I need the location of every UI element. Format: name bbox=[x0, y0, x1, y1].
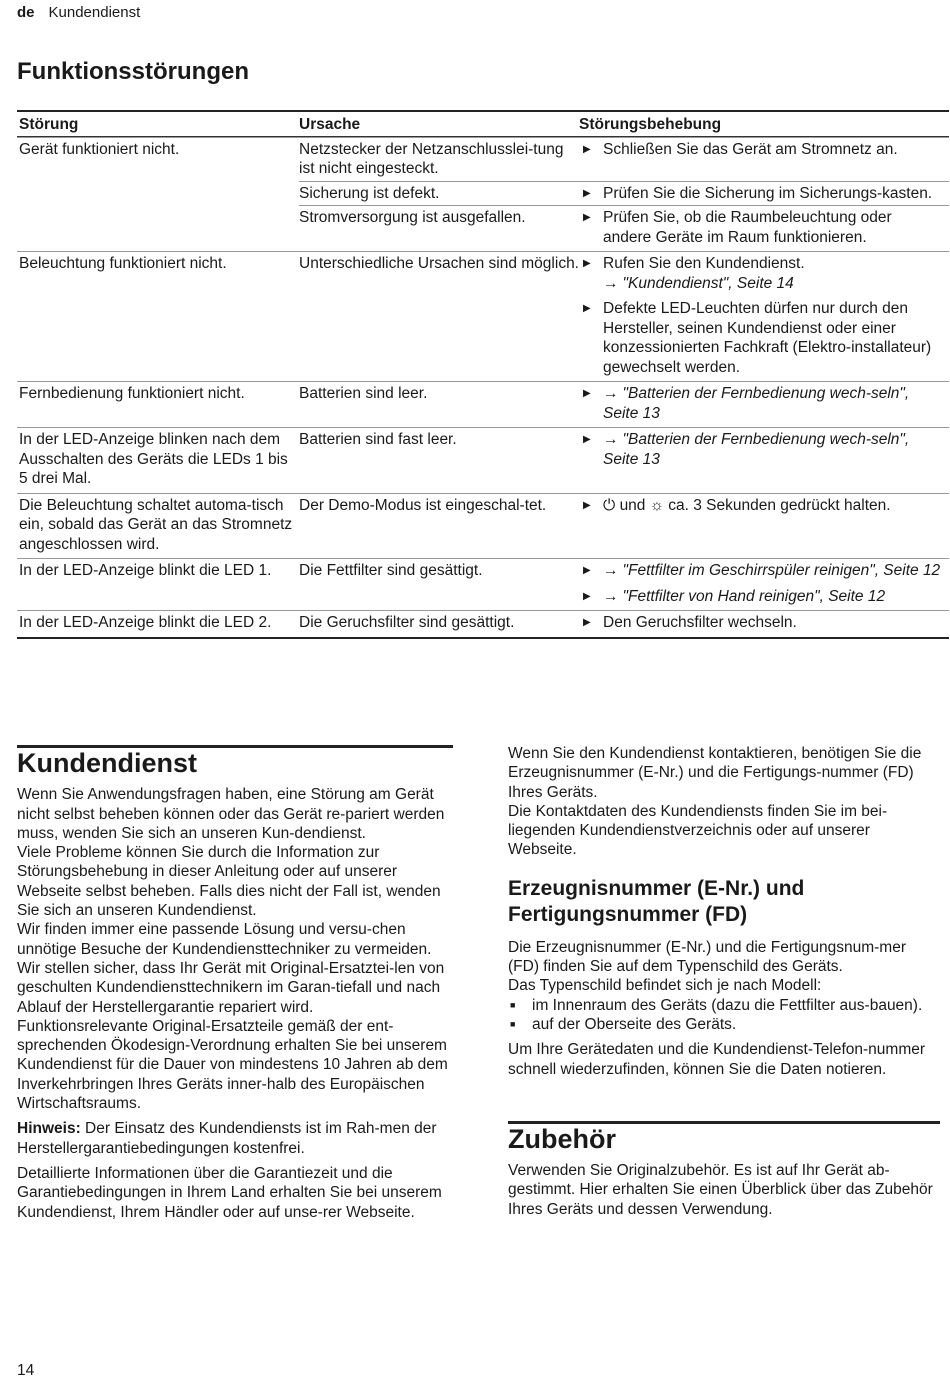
remedy-content bbox=[603, 208, 943, 247]
reference-arrow-icon: → bbox=[603, 385, 619, 402]
table-row bbox=[17, 427, 949, 493]
remedy-cell bbox=[579, 496, 949, 516]
paragraph: Die Kontaktdaten des Kundendiensts finden Sie im bei-liegenden Kundendienstverzeichnis oder auf unserer Webseite. bbox=[508, 802, 888, 859]
header-section: Kundendienst bbox=[48, 4, 141, 21]
remedy-content bbox=[603, 140, 898, 160]
remedy-cell bbox=[579, 613, 949, 633]
remedy-content bbox=[603, 613, 797, 633]
cause-cell: Batterien sind fast leer. bbox=[299, 431, 457, 448]
paragraph: Das Typenschild befindet sich je nach Modell: bbox=[508, 977, 822, 995]
list-item-text: im Innenraum des Geräts (dazu die Fettfilter aus-bauen). bbox=[532, 996, 923, 1014]
problem-cell: Die Beleuchtung schaltet automa-tisch ein, sobald das Gerät an das Stromnetz angeschlossen wird. bbox=[19, 496, 293, 553]
cause-row bbox=[299, 496, 949, 516]
cause-cell: Die Geruchsfilter sind gesättigt. bbox=[299, 614, 515, 631]
remedy-step bbox=[579, 208, 943, 247]
cause-row bbox=[299, 181, 949, 204]
cross-reference bbox=[603, 587, 885, 607]
cause-group bbox=[299, 254, 949, 377]
problem-cell: In der LED-Anzeige blinken nach dem Ausschalten des Geräts die LEDs 1 bis 5 drei Mal. bbox=[19, 431, 288, 487]
column-header-problem: Störung bbox=[19, 116, 79, 133]
remedy-step bbox=[579, 184, 943, 204]
cause-group bbox=[299, 496, 949, 555]
remedy-content bbox=[603, 496, 891, 516]
reference-text: "Fettfilter von Hand reinigen", Seite 12 bbox=[622, 587, 886, 605]
cause-cell: Die Fettfilter sind gesättigt. bbox=[299, 562, 483, 579]
remedy-step bbox=[579, 254, 943, 293]
problem-cell: In der LED-Anzeige blinkt die LED 2. bbox=[19, 614, 272, 631]
remedy-step bbox=[579, 140, 943, 160]
table-body bbox=[17, 137, 949, 637]
note-paragraph bbox=[17, 1119, 453, 1158]
cross-reference bbox=[603, 384, 943, 423]
list-item bbox=[508, 1015, 940, 1034]
step-triangle-icon: ▶ bbox=[583, 187, 591, 199]
step-triangle-icon: ▶ bbox=[583, 499, 591, 511]
cause-row bbox=[299, 205, 949, 247]
remedy-step bbox=[579, 587, 943, 607]
remedy-cell bbox=[579, 208, 949, 247]
reference-text: "Batterien der Fernbedienung wech-seln", Seite 13 bbox=[603, 431, 910, 468]
paragraph: Viele Probleme können Sie durch die Information zur Störungsbehebung in dieser Anleitung oder auf unserer Webseite selbst beheben. Falls dies nicht der Fall ist, wenden Sie sich an unseren Kundendienst. bbox=[17, 844, 441, 920]
list-item bbox=[508, 996, 940, 1015]
cause-cell: Stromversorgung ist ausgefallen. bbox=[299, 209, 526, 226]
remedy-content bbox=[603, 254, 805, 293]
page-title: Funktionsstörungen bbox=[17, 58, 249, 85]
customer-service-heading: Kundendienst bbox=[17, 745, 453, 773]
remedy-cell bbox=[579, 140, 949, 179]
cause-group bbox=[299, 561, 949, 606]
problem-cell: Beleuchtung funktioniert nicht. bbox=[19, 255, 227, 272]
remedy-text: Den Geruchsfilter wechseln. bbox=[603, 614, 797, 631]
bullet-square-icon: ■ bbox=[510, 1018, 516, 1029]
cause-group bbox=[299, 613, 949, 633]
cause-cell: Sicherung ist defekt. bbox=[299, 184, 440, 202]
cause-cell: Der Demo-Modus ist eingeschal-tet. bbox=[299, 496, 547, 514]
cause-row bbox=[299, 613, 949, 633]
paragraph: Verwenden Sie Originalzubehör. Es ist auf Ihr Gerät ab-gestimmt. Hier erhalten Sie einen Überblick über das Zubehör Ihres Geräts und dessen Verwendung. bbox=[508, 1162, 933, 1218]
table-row bbox=[17, 493, 949, 559]
accessories-heading: Zubehör bbox=[508, 1121, 940, 1149]
right-column bbox=[508, 744, 940, 1219]
problem-cell: In der LED-Anzeige blinkt die LED 1. bbox=[19, 562, 272, 579]
step-triangle-icon: ▶ bbox=[583, 388, 591, 399]
remedy-content bbox=[603, 184, 932, 204]
table-row bbox=[17, 137, 949, 252]
page-number: 14 bbox=[17, 1362, 35, 1379]
cause-cell: Netzstecker der Netzanschlusslei-tung ist nicht eingesteckt. bbox=[299, 140, 564, 177]
remedy-cell bbox=[579, 430, 949, 469]
remedy-step bbox=[579, 561, 943, 581]
cause-row bbox=[299, 384, 949, 423]
remedy-text: Defekte LED-Leuchten dürfen nur durch den Hersteller, seinen Kundendienst oder einer konzessionierten Fachkraft (Elektro-installateur) gewechselt werden. bbox=[603, 300, 932, 376]
reference-arrow-icon: → bbox=[603, 562, 619, 579]
remedy-cell bbox=[579, 384, 949, 423]
running-header bbox=[17, 4, 140, 21]
language-code: de bbox=[17, 4, 35, 21]
reference-arrow-icon: → bbox=[603, 587, 619, 605]
cause-row bbox=[299, 561, 949, 606]
table-row bbox=[17, 558, 949, 610]
remedy-text: Prüfen Sie, ob die Raumbeleuchtung oder andere Geräte im Raum funktionieren. bbox=[603, 209, 892, 246]
remedy-cell bbox=[579, 184, 949, 204]
customer-service-column bbox=[17, 745, 453, 1222]
remedy-content bbox=[603, 430, 943, 469]
remedy-step bbox=[579, 299, 943, 377]
step-triangle-icon: ▶ bbox=[583, 212, 591, 223]
step-triangle-icon: ▶ bbox=[583, 617, 591, 628]
table-header-row bbox=[17, 112, 949, 137]
paragraph: Wir stellen sicher, dass Ihr Gerät mit Original-Ersatztei-len von geschulten Kundendiensttechnikern im Garan-tiefall und nach Ablauf der Herstellergarantie repariert wird. bbox=[17, 959, 445, 1016]
cross-reference bbox=[603, 561, 940, 581]
cross-reference bbox=[603, 430, 943, 469]
step-triangle-icon: ▶ bbox=[583, 565, 591, 576]
cause-cell: Unterschiedliche Ursachen sind möglich. bbox=[299, 255, 579, 272]
reference-text: "Batterien der Fernbedienung wech-seln", Seite 13 bbox=[603, 385, 910, 422]
table-row bbox=[17, 251, 949, 381]
problem-cell: Gerät funktioniert nicht. bbox=[19, 140, 180, 158]
reference-arrow-icon: → bbox=[603, 274, 619, 292]
remedy-content bbox=[603, 384, 943, 423]
remedy-content bbox=[603, 561, 940, 581]
remedy-cell bbox=[579, 254, 949, 377]
bullet-square-icon: ■ bbox=[510, 999, 516, 1010]
troubleshooting-table bbox=[17, 110, 949, 639]
table-row bbox=[17, 610, 949, 637]
step-triangle-icon: ▶ bbox=[583, 590, 591, 602]
reference-text: "Fettfilter im Geschirrspüler reinigen", Seite 12 bbox=[622, 562, 941, 579]
paragraph: Wenn Sie den Kundendienst kontaktieren, benötigen Sie die Erzeugnisnummer (E-Nr.) und die Fertigungs-nummer (FD) Ihres Geräts. bbox=[508, 745, 922, 801]
bullet-list bbox=[508, 996, 940, 1035]
remedy-step bbox=[579, 430, 943, 469]
reference-arrow-icon: → bbox=[603, 431, 619, 448]
remedy-step bbox=[579, 384, 943, 423]
remedy-text: Prüfen Sie die Sicherung im Sicherungs-kasten. bbox=[603, 184, 933, 202]
cause-row bbox=[299, 254, 949, 377]
paragraph: Wenn Sie Anwendungsfragen haben, eine Störung am Gerät nicht selbst beheben können oder das Gerät re-pariert werden muss, wenden Sie sich an unseren Kun-dendienst. bbox=[17, 786, 445, 842]
remedy-cell bbox=[579, 561, 949, 606]
step-triangle-icon: ▶ bbox=[583, 143, 591, 155]
paragraph: Die Erzeugnisnummer (E-Nr.) und die Fertigungsnum-mer (FD) finden Sie auf dem Typenschild des Geräts. bbox=[508, 938, 906, 976]
note-text: Der Einsatz des Kundendiensts ist im Rah-men der Herstellergarantiebedingungen kostenfrei. bbox=[17, 1120, 437, 1157]
cross-reference bbox=[603, 274, 805, 294]
column-header-remedy: Störungsbehebung bbox=[579, 116, 722, 133]
step-triangle-icon: ▶ bbox=[583, 303, 591, 314]
remedy-text: Rufen Sie den Kundendienst. bbox=[603, 255, 805, 272]
cause-group bbox=[299, 384, 949, 423]
serial-number-heading: Erzeugnisnummer (E-Nr.) und Fertigungsnummer (FD) bbox=[508, 876, 805, 926]
reference-text: "Kundendienst", Seite 14 bbox=[622, 274, 794, 292]
remedy-text: ⏻ und ☼ ca. 3 Sekunden gedrückt halten. bbox=[603, 496, 891, 514]
problem-cell: Fernbedienung funktioniert nicht. bbox=[19, 385, 245, 402]
paragraph: Um Ihre Gerätedaten und die Kundendienst-Telefon-nummer schnell wiederzufinden, können Sie die Daten notieren. bbox=[508, 1041, 926, 1078]
column-header-cause: Ursache bbox=[299, 116, 361, 133]
list-item-text: auf der Oberseite des Geräts. bbox=[532, 1015, 737, 1033]
cause-group bbox=[299, 430, 949, 489]
remedy-text: Schließen Sie das Gerät am Stromnetz an. bbox=[603, 140, 898, 158]
step-triangle-icon: ▶ bbox=[583, 434, 591, 445]
cause-cell: Batterien sind leer. bbox=[299, 385, 428, 402]
cause-group bbox=[299, 140, 949, 248]
remedy-step bbox=[579, 613, 943, 633]
remedy-content bbox=[603, 587, 885, 607]
paragraph: Funktionsrelevante Original-Ersatzteile gemäß der ent-sprechenden Ökodesign-Verordnung erhalten Sie bei unserem Kundendienst für die Dauer von mindestens 10 Jahren ab dem Inverkehrbringen Ihres Geräts inner-halb des Europäischen Wirtschaftsraums. bbox=[17, 1017, 448, 1113]
cause-row bbox=[299, 430, 949, 469]
remedy-step bbox=[579, 496, 943, 516]
paragraph: Wir finden immer eine passende Lösung und versu-chen unnötige Besuche der Kundendiensttechniker zu vermeiden. bbox=[17, 921, 432, 958]
step-triangle-icon: ▶ bbox=[583, 258, 591, 269]
cause-row bbox=[299, 140, 949, 179]
note-label: Hinweis: bbox=[17, 1120, 81, 1138]
paragraph: Detaillierte Informationen über die Garantiezeit und die Garantiebedingungen in Ihrem Land erhalten Sie bei unserem Kundendienst, Ihrem Händler oder auf unse-rer Webseite. bbox=[17, 1164, 442, 1221]
remedy-content bbox=[603, 299, 943, 377]
table-row bbox=[17, 381, 949, 427]
